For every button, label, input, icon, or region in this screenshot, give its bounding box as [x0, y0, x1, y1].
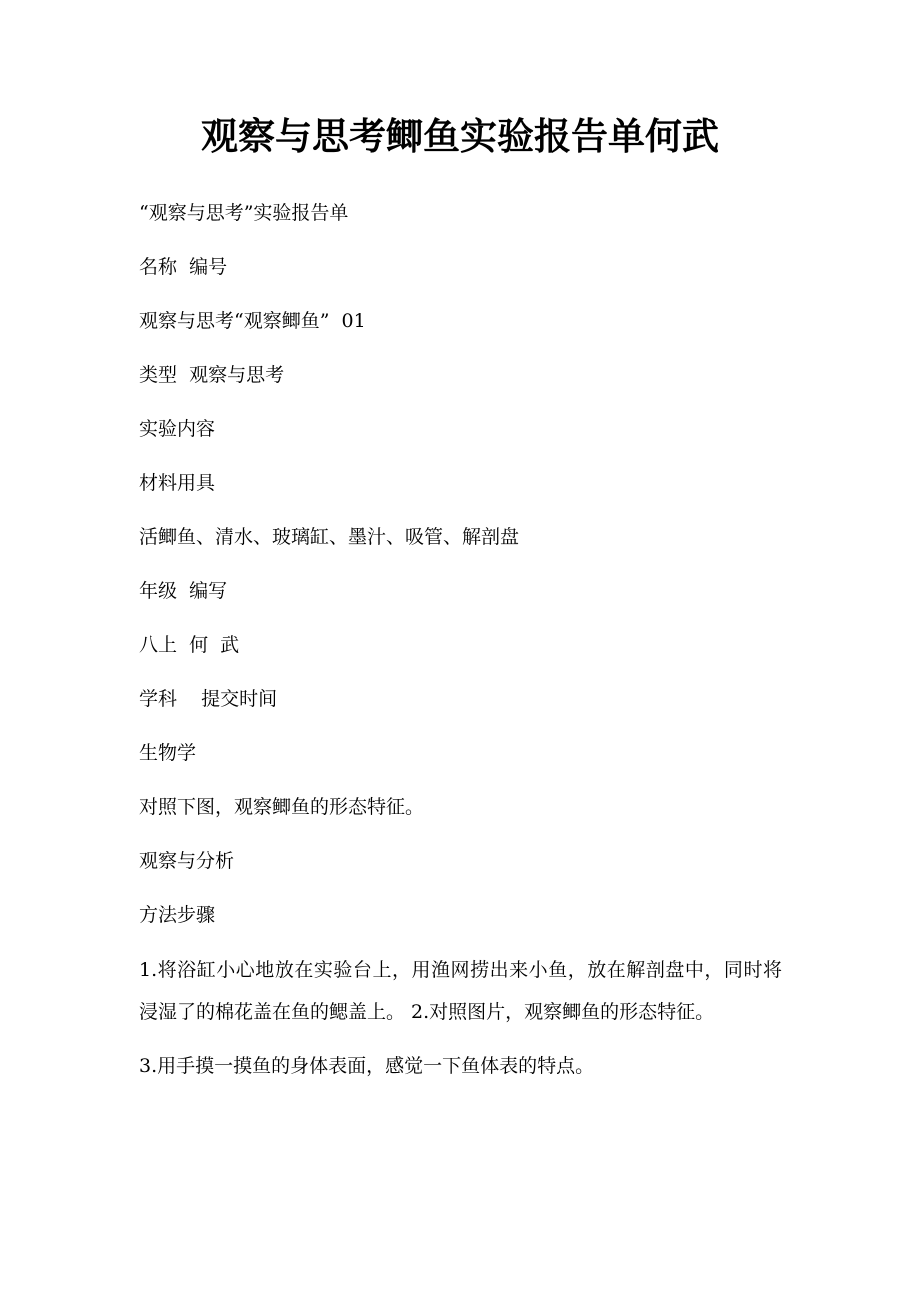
experiment-content-label: 实验内容 — [139, 418, 216, 440]
observation-analysis-label: 观察与分析 — [139, 850, 235, 872]
subject-value: 生物学 — [139, 742, 197, 764]
subject-time-label: 学科 提交时间 — [139, 688, 278, 710]
report-heading: “观察与思考”实验报告单 — [139, 202, 349, 224]
step-1-2-paragraph: 1.将浴缸小心地放在实验台上，用渔网捞出来小鱼，放在解剖盘中，同时将浸湿了的棉花盖在鱼的鳃盖上。 2.对照图片，观察鲫鱼的形态特征。 — [139, 959, 782, 1023]
materials-list: 活鲫鱼、清水、玻璃缸、墨汁、吸管、解剖盘 — [139, 526, 520, 548]
name-number-value: 观察与思考“观察鲫鱼” 01 — [139, 310, 366, 332]
type-line: 类型 观察与思考 — [139, 364, 285, 386]
document-title: 观察与思考鲫鱼实验报告单何武 — [201, 114, 719, 158]
grade-author-label: 年级 编写 — [139, 580, 228, 602]
document-body — [139, 197, 782, 1104]
step-3-paragraph: 3.用手摸一摸鱼的身体表面，感觉一下鱼体表的特点。 — [139, 1055, 595, 1077]
materials-label: 材料用具 — [139, 472, 216, 494]
instruction-line: 对照下图，观察鲫鱼的形态特征。 — [139, 796, 425, 818]
grade-author-value: 八上 何 武 — [139, 634, 240, 656]
name-number-label: 名称 编号 — [139, 256, 228, 278]
method-steps-label: 方法步骤 — [139, 904, 216, 926]
